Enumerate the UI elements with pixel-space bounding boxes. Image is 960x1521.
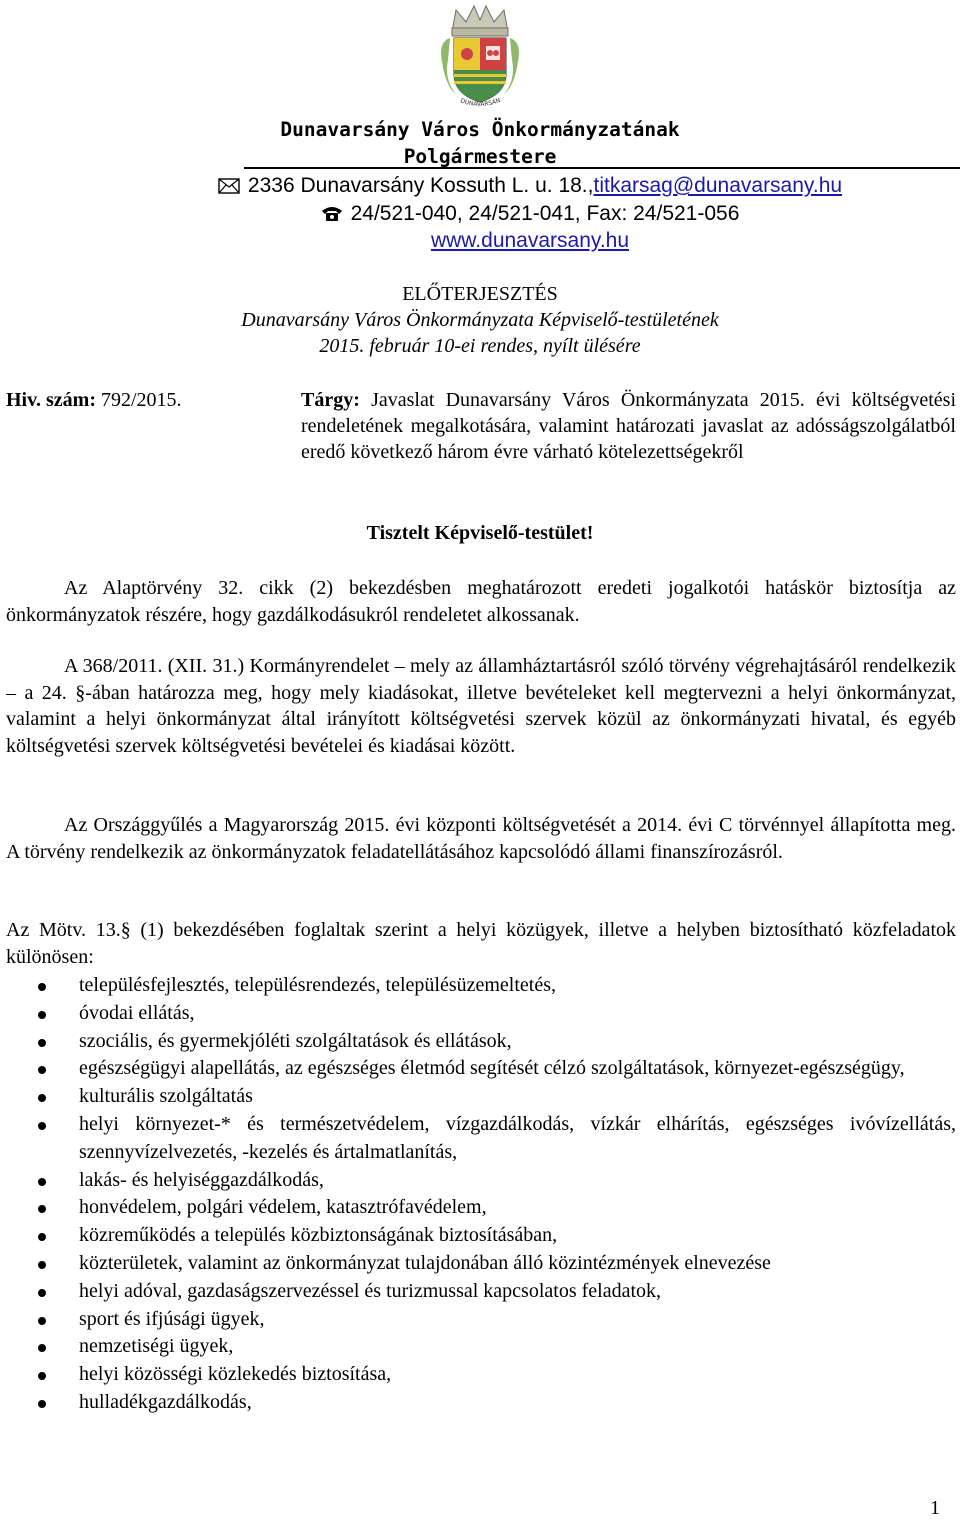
subject-text: Javaslat Dunavarsány Város Önkormányzata 2015. évi költségvetési rendeletének megalkotására, valamint határozati javaslat az adósságszolgálatból eredő következő három évre várható kötelezettségekről	[301, 389, 957, 463]
bullet-icon	[38, 1011, 46, 1019]
list-item: közterületek, valamint az önkormányzat tulajdonában álló közintézmények elnevezése	[0, 1250, 956, 1278]
header-divider	[244, 167, 960, 169]
city-coat-of-arms	[430, 2, 530, 110]
bullet-icon	[38, 1372, 46, 1380]
paragraph-orszaggyules: Az Országgyűlés a Magyarország 2015. évi központi költségvetését a 2014. évi C törvénnyel állapította meg. A törvény rendelkezik az önkormányzatok feladatellátásához kapcsolódó állami finanszírozásról.	[6, 814, 956, 863]
list-item: nemzetiségi ügyek,	[0, 1333, 956, 1361]
bullet-icon	[38, 1178, 46, 1186]
paragraph-motv: Az Mötv. 13.§ (1) bekezdésében foglaltak szerint a helyi közügyek, illetve a helyben biztosítható közfeladatok különösen:	[6, 919, 956, 968]
bullet-icon	[38, 1122, 46, 1130]
salutation: Tisztelt Képviselő-testület!	[366, 522, 594, 544]
page-number: 1	[930, 1497, 940, 1519]
shield-icon	[454, 38, 506, 102]
subject-label: Tárgy:	[301, 389, 360, 411]
email-link[interactable]: titkarsag@dunavarsany.hu	[593, 174, 843, 197]
bullet-icon	[38, 1094, 46, 1102]
address-line	[100, 172, 960, 199]
list-item: szociális, és gyermekjóléti szolgáltatások és ellátások,	[0, 1028, 956, 1056]
bullet-icon	[38, 1317, 46, 1325]
issuer-line-2: Polgármestere	[403, 145, 557, 168]
paragraph-alaptorveny: Az Alaptörvény 32. cikk (2) bekezdésben meghatározott eredeti jogalkotói hatáskör biztosítja az önkormányzatok részére, hogy gazdálkodásukról rendeletet alkossanak.	[6, 577, 956, 626]
list-item: kulturális szolgáltatás	[0, 1083, 956, 1111]
list-item: egészségügyi alapellátás, az egészséges életmód segítését célzó szolgáltatások, környezet-egészségügy,	[0, 1055, 956, 1083]
list-item: településfejlesztés, településrendezés, településüzemeltetés,	[0, 972, 956, 1000]
list-item: óvodai ellátás,	[0, 1000, 956, 1028]
bullet-icon	[38, 1205, 46, 1213]
crest-lettering: DUNAVARSÁN	[459, 97, 502, 109]
bullet-icon	[38, 1261, 46, 1269]
website-line	[100, 227, 960, 254]
public-tasks-list	[0, 972, 956, 1417]
crown-icon	[452, 6, 508, 36]
list-item: helyi környezet-* és természetvédelem, vízgazdálkodás, vízkár elhárítás, egészséges ivóvízellátás, szennyvízelvezetés, -kezelés és ártalmatlanítás,	[0, 1111, 956, 1167]
bullet-icon	[38, 1400, 46, 1408]
list-item: honvédelem, polgári védelem, katasztrófavédelem,	[0, 1194, 956, 1222]
issuer-heading	[244, 116, 716, 170]
list-item: helyi adóval, gazdaságszervezéssel és turizmussal kapcsolatos feladatok,	[0, 1278, 956, 1306]
bullet-icon	[38, 1344, 46, 1352]
bullet-icon	[38, 1066, 46, 1074]
reference-number-label: Hiv. szám:	[6, 389, 96, 411]
reference-number	[6, 387, 182, 413]
subject-block	[301, 387, 956, 465]
phone-line	[100, 200, 960, 227]
address-text: 2336 Dunavarsány Kossuth L. u. 18.,	[247, 174, 594, 197]
bullet-icon	[38, 1039, 46, 1047]
list-item: lakás- és helyiséggazdálkodás,	[0, 1167, 956, 1195]
paragraph-kormanyrendelet: A 368/2011. (XII. 31.) Kormányrendelet – mely az államháztartásról szóló törvény végrehajtásáról rendelkezik – a 24. §-ában határozza meg, hogy mely kiadásokat, illetve bevételeket kell megtervezni a helyi önkormányzat, valamint a helyi önkormányzat által irányított költségvetési szervek közül az önkormányzati hivatal, és egyéb költségvetési szervek költségvetési bevételei és kiadásai között.	[6, 655, 956, 757]
telephone-icon	[321, 205, 343, 222]
list-item: közreműködés a település közbiztonságának biztosításában,	[0, 1222, 956, 1250]
bullet-icon	[38, 1289, 46, 1297]
website-link[interactable]: www.dunavarsany.hu	[430, 229, 630, 252]
document-title: ELŐTERJESZTÉS	[402, 283, 558, 305]
bullet-icon	[38, 983, 46, 991]
bullet-icon	[38, 1233, 46, 1241]
envelope-icon	[218, 178, 240, 194]
reference-number-value: 792/2015.	[101, 389, 182, 411]
list-item: helyi közösségi közlekedés biztosítása,	[0, 1361, 956, 1389]
list-item: sport és ifjúsági ügyek,	[0, 1306, 956, 1334]
document-subtitle-meeting: 2015. február 10-ei rendes, nyílt ülésére	[319, 335, 641, 357]
issuer-line-1: Dunavarsány Város Önkormányzatának	[280, 118, 680, 141]
list-item: hulladékgazdálkodás,	[0, 1389, 956, 1417]
document-subtitle-body: Dunavarsány Város Önkormányzata Képviselő-testületének	[241, 309, 719, 331]
phone-text: 24/521-040, 24/521-041, Fax: 24/521-056	[350, 202, 740, 225]
